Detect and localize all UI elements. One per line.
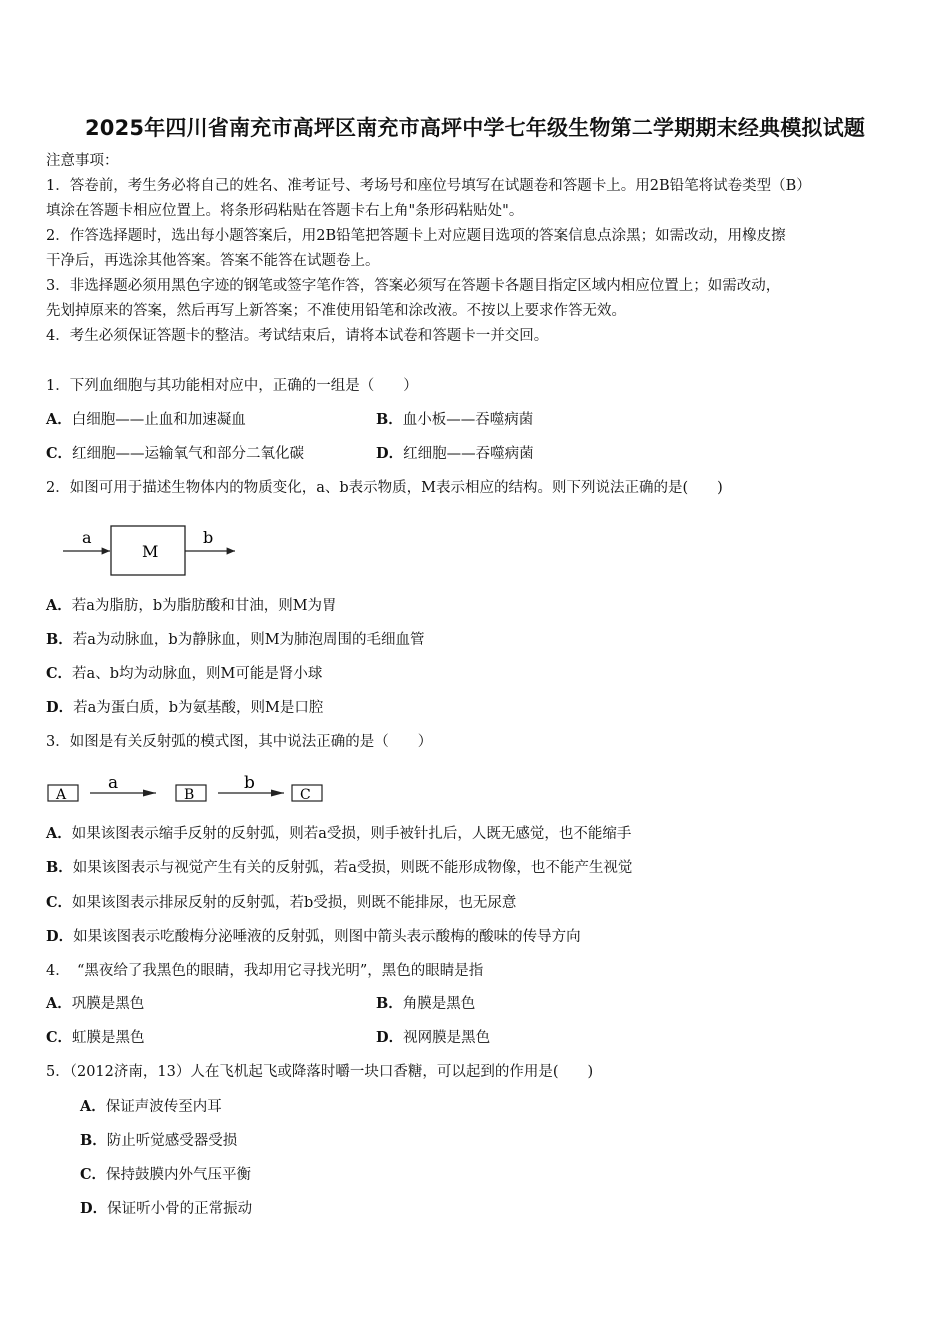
question-stem: 4． “黑夜给了我黑色的眼睛，我却用它寻找光明”，黑色的眼睛是指 [46, 963, 484, 979]
option-text: 若a为蛋白质，b为氨基酸，则M是口腔 [73, 700, 324, 716]
option-text: 巩膜是黑色 [71, 996, 145, 1012]
question-stem: 2．如图可用于描述生物体内的物质变化，a、b表示物质，M表示相应的结构。则下列说法正确的是( ) [46, 480, 723, 496]
option-label: A． [46, 825, 72, 842]
option-label: B． [376, 995, 403, 1012]
option [46, 698, 323, 718]
option-label: A． [80, 1098, 106, 1115]
notice-line: 3．非选择题必须用黑色字迹的钢笔或签字笔作答，答案必须写在答题卡各题目指定区域内相应位置上；如需改动， [46, 278, 781, 294]
option-text: 防止听觉感受器受损 [106, 1133, 238, 1149]
option-text: 视网膜是黑色 [403, 1030, 491, 1046]
option-label: C． [46, 1029, 73, 1046]
notice-line: 2．作答选择题时，选出每小题答案后，用2B铅笔把答题卡上对应题目选项的答案信息点涂黑；如需改动，用橡皮擦 [46, 228, 786, 244]
option [376, 410, 533, 430]
option [376, 994, 475, 1014]
option [46, 444, 304, 464]
option-label: D． [376, 445, 404, 462]
option [46, 858, 632, 878]
option [46, 596, 337, 616]
notice-line: 4．考生必须保证答题卡的整洁。考试结束后，请将本试卷和答题卡一并交回。 [46, 328, 549, 344]
option [46, 994, 144, 1014]
label-a: a [82, 528, 92, 547]
option-text: 血小板——吞噬病菌 [402, 412, 534, 428]
option-label: C． [46, 894, 73, 911]
option-text: 白细胞——止血和加速凝血 [71, 412, 246, 428]
option-label: D． [80, 1200, 108, 1217]
document-title: 2025年四川省南充市高坪区南充市高坪中学七年级生物第二学期期末经典模拟试题 [84, 116, 866, 140]
option-label: A． [46, 411, 72, 428]
option-label: C． [46, 445, 73, 462]
option-text: 如果该图表示与视觉产生有关的反射弧，若a受损，则既不能形成物像，也不能产生视觉 [72, 860, 633, 876]
notice-line: 填涂在答题卡相应位置上。将条形码粘贴在答题卡右上角"条形码粘贴处"。 [46, 203, 524, 219]
option-label: A． [46, 995, 72, 1012]
notice-line: 干净后，再选涂其他答案。答案不能答在试题卷上。 [46, 253, 380, 269]
label-b: b [203, 528, 214, 547]
notice-heading: 注意事项： [46, 153, 119, 169]
option [80, 1131, 237, 1151]
option [46, 1028, 145, 1048]
option-text: 角膜是黑色 [402, 996, 476, 1012]
option [376, 1028, 490, 1048]
option-text: 保持鼓膜内外气压平衡 [106, 1167, 252, 1183]
reflex-arrow-label-a: a [108, 773, 119, 793]
notice-line: 先划掉原来的答案，然后再写上新答案；不准使用铅笔和涂改液。不按以上要求作答无效。 [46, 303, 626, 319]
option-text: 保证听小骨的正常振动 [107, 1201, 253, 1217]
option-label: D． [376, 1029, 404, 1046]
option [46, 630, 425, 650]
option-text: 虹膜是黑色 [72, 1030, 145, 1046]
option-text: 若a为动脉血，b为静脉血，则M为肺泡周围的毛细血管 [72, 632, 425, 648]
option-text: 如果该图表示排尿反射的反射弧，若b受损，则既不能排尿，也无尿意 [72, 895, 517, 911]
option-text: 红细胞——吞噬病菌 [403, 446, 534, 462]
label-m: M [142, 542, 159, 561]
option-label: C． [80, 1166, 107, 1183]
option-label: D． [46, 928, 74, 945]
option-text: 如果该图表示缩手反射的反射弧，则若a受损，则手被针扎后，人既无感觉，也不能缩手 [71, 826, 632, 842]
option [46, 410, 246, 430]
option-text: 红细胞——运输氧气和部分二氧化碳 [72, 446, 305, 462]
option [46, 927, 581, 947]
option-label: A． [46, 597, 72, 614]
option [80, 1097, 222, 1117]
option-label: B． [46, 631, 73, 648]
question-stem: 1．下列血细胞与其功能相对应中，正确的一组是（ ） [46, 378, 418, 394]
option [376, 444, 534, 464]
reflex-label-b: B [184, 787, 195, 803]
option-label: B． [376, 411, 403, 428]
option-label: D． [46, 699, 74, 716]
question-stem: 3．如图是有关反射弧的模式图，其中说法正确的是（ ） [46, 734, 433, 750]
option [80, 1199, 252, 1219]
option [46, 664, 322, 684]
option-text: 保证声波传至内耳 [105, 1099, 222, 1115]
option [46, 824, 631, 844]
reflex-arc-diagram [46, 770, 326, 806]
material-change-diagram [60, 522, 245, 580]
option-text: 若a、b均为动脉血，则M可能是肾小球 [72, 666, 323, 682]
reflex-label-c: C [300, 787, 311, 803]
reflex-label-a: A [56, 787, 67, 803]
option-text: 若a为脂肪，b为脂肪酸和甘油，则M为胃 [71, 598, 337, 614]
question-stem: 5．（2012济南，13）人在飞机起飞或降落时嚼一块口香糖，可以起到的作用是( ) [46, 1064, 594, 1080]
option-text: 如果该图表示吃酸梅分泌唾液的反射弧，则图中箭头表示酸梅的酸味的传导方向 [73, 929, 581, 945]
option [80, 1165, 251, 1185]
reflex-arrow-label-b: b [244, 773, 255, 793]
option-label: C． [46, 665, 73, 682]
option-label: B． [80, 1132, 107, 1149]
option-label: B． [46, 859, 73, 876]
notice-line: 1．答卷前，考生务必将自己的姓名、准考证号、考场号和座位号填写在试题卷和答题卡上。用2B铅笔将试卷类型（B） [46, 178, 811, 194]
option [46, 893, 516, 913]
